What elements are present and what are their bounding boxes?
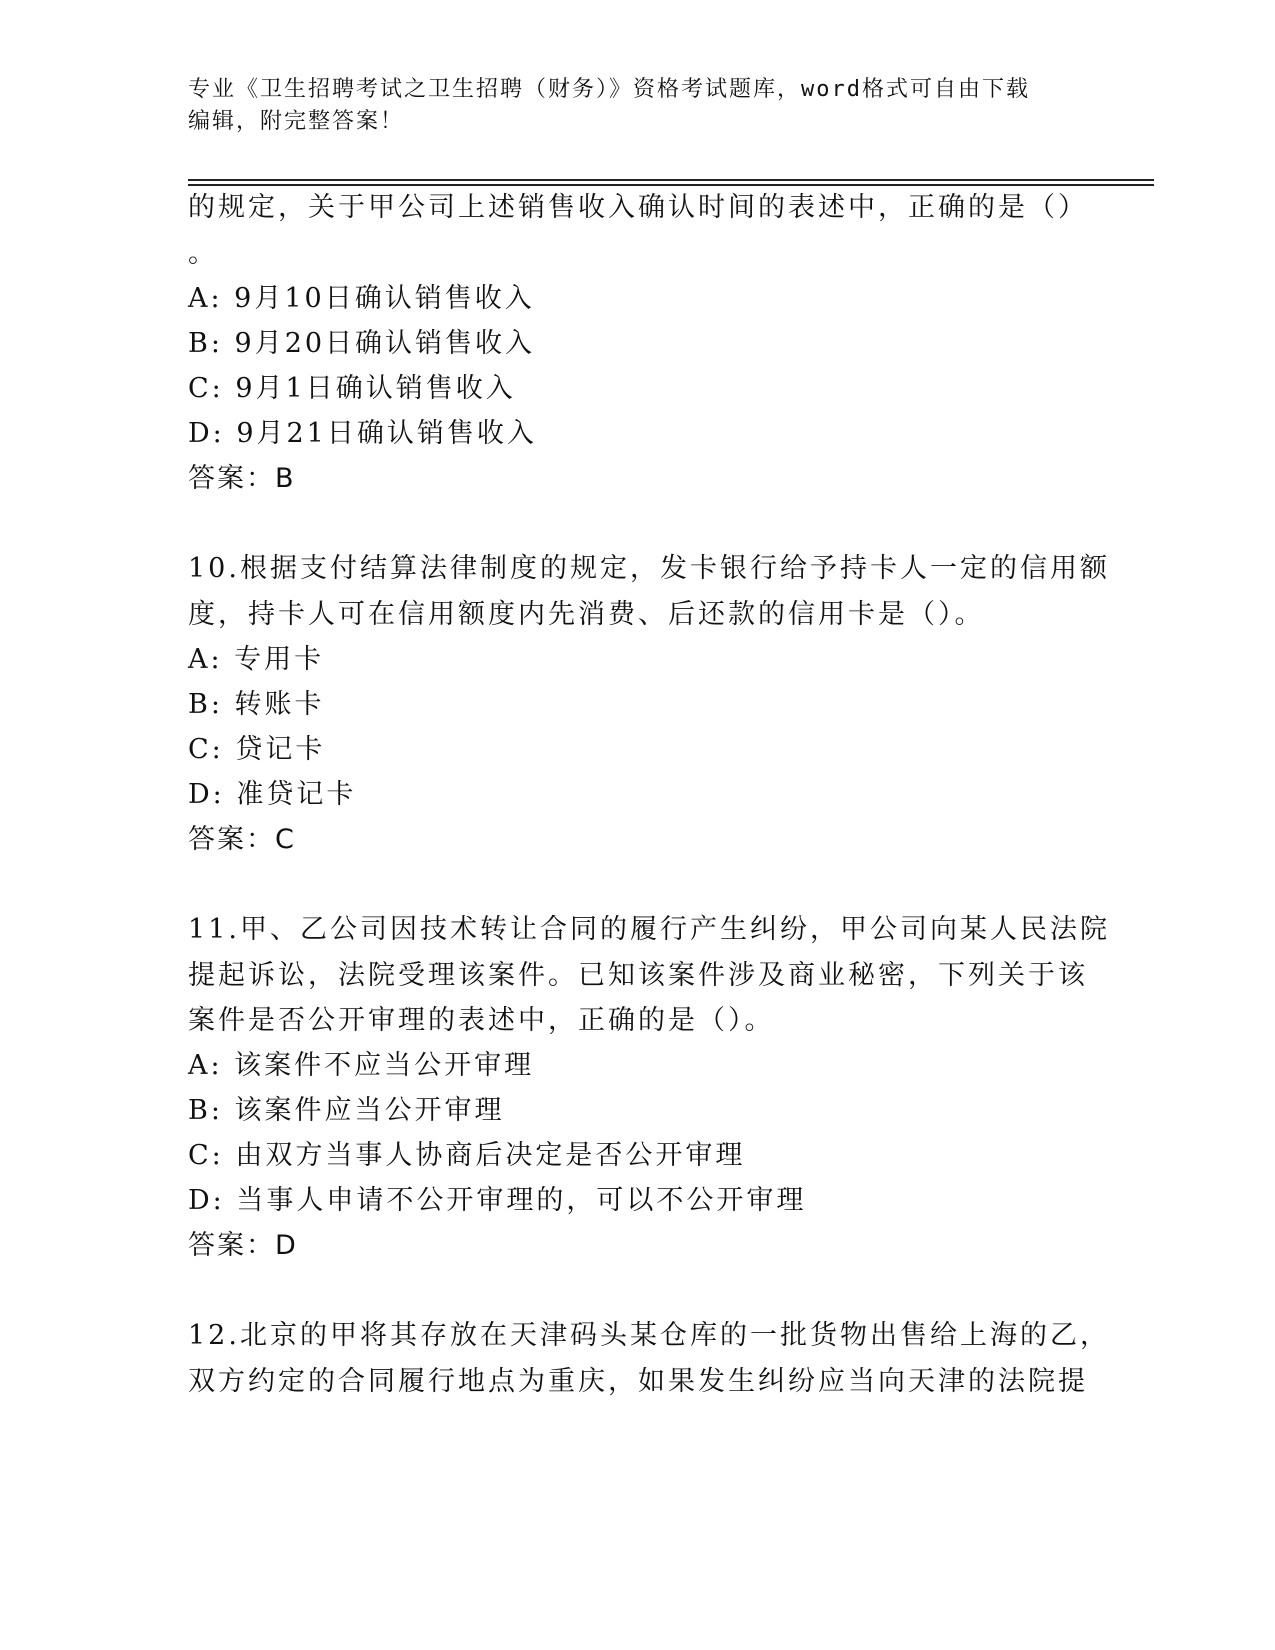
q9-option-b: B: 9月20日确认销售收入 [188, 328, 536, 359]
q11-option-c: C: 由双方当事人协商后决定是否公开审理 [188, 1140, 746, 1171]
q11-answer: 答案：D [188, 1230, 298, 1261]
q10-option-d: D: 准贷记卡 [188, 779, 357, 810]
q11-option-b: B: 该案件应当公开审理 [188, 1095, 505, 1126]
header-line-2: 编辑，附完整答案！ [188, 109, 405, 134]
q10-option-b: B: 转账卡 [188, 689, 325, 720]
header-line-1: 专业《卫生招聘考试之卫生招聘（财务）》资格考试题库，word格式可自由下载 [188, 77, 1030, 102]
q10-option-c: C: 贷记卡 [188, 734, 326, 765]
q10-option-a: A: 专用卡 [188, 644, 325, 675]
q9-stem-line-1: 的规定，关于甲公司上述销售收入确认时间的表述中，正确的是（） [188, 192, 1088, 223]
header-rule-bottom [188, 184, 1154, 186]
q11-option-a: A: 该案件不应当公开审理 [188, 1050, 535, 1081]
q10-stem-line-1: 10.根据支付结算法律制度的规定，发卡银行给予持卡人一定的信用额 [188, 553, 1110, 584]
q12-stem-line-1: 12.北京的甲将其存放在天津码头某仓库的一批货物出售给上海的乙， [188, 1320, 1110, 1351]
q11-stem-line-1: 11.甲、乙公司因技术转让合同的履行产生纠纷，甲公司向某人民法院 [188, 914, 1110, 945]
document-header [188, 74, 1068, 138]
q11-stem-line-2: 提起诉讼，法院受理该案件。已知该案件涉及商业秘密，下列关于该 [188, 960, 1088, 991]
q12-stem-line-2: 双方约定的合同履行地点为重庆，如果发生纠纷应当向天津的法院提 [188, 1366, 1088, 1397]
q9-stem-line-2: 。 [188, 238, 218, 269]
q10-answer: 答案：C [188, 824, 296, 855]
q11-stem-line-3: 案件是否公开审理的表述中，正确的是（）。 [188, 1005, 775, 1036]
q11-option-d: D: 当事人申请不公开审理的，可以不公开审理 [188, 1185, 807, 1216]
q9-option-c: C: 9月1日确认销售收入 [188, 373, 516, 404]
q9-option-d: D: 9月21日确认销售收入 [188, 418, 537, 449]
header-rule-top [188, 179, 1154, 181]
q9-option-a: A: 9月10日确认销售收入 [188, 283, 535, 314]
q10-stem-line-2: 度，持卡人可在信用额度内先消费、后还款的信用卡是（）。 [188, 599, 985, 630]
q9-answer: 答案：B [188, 463, 296, 494]
